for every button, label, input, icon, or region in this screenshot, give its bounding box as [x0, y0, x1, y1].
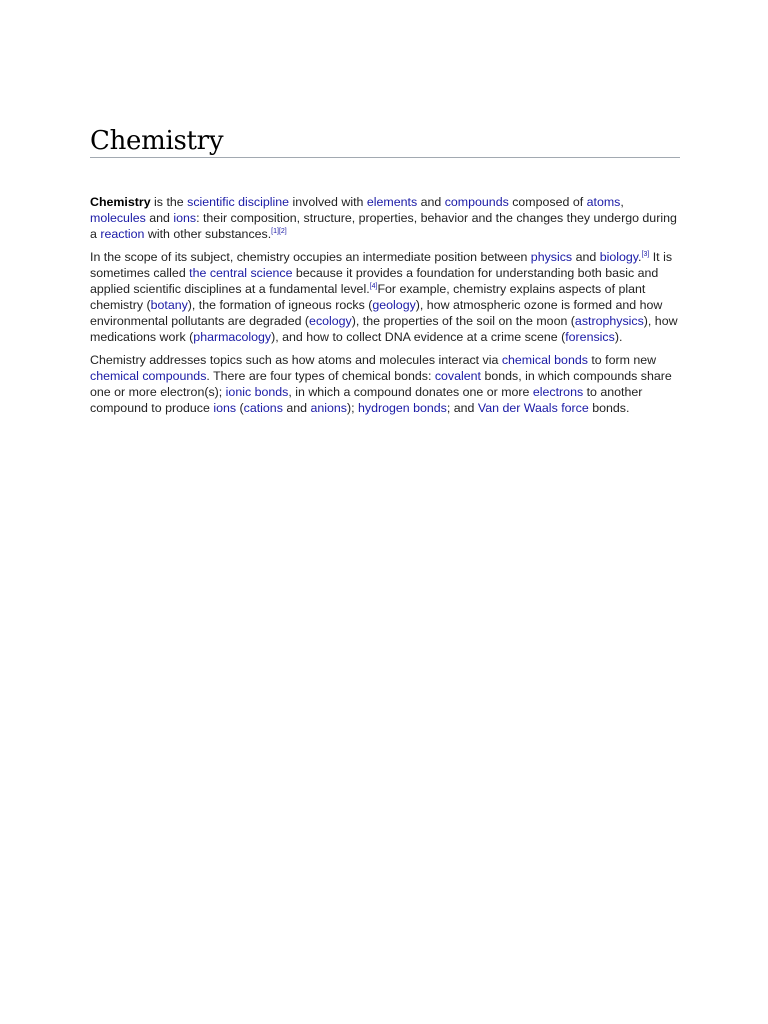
- link-botany[interactable]: botany: [150, 298, 188, 312]
- text: ), how medications work (: [90, 314, 678, 344]
- text: ), the properties of the soil on the moon (: [351, 314, 575, 328]
- text: and: [145, 211, 174, 225]
- link-molecules[interactable]: molecules: [90, 211, 146, 225]
- text: );: [346, 401, 358, 415]
- text: ,: [620, 195, 624, 209]
- text: to another compound to produce: [90, 385, 643, 415]
- text: composed of: [508, 195, 587, 209]
- text: Chemistry addresses topics such as how atoms and molecules interact via: [90, 353, 502, 367]
- citation-1-link[interactable]: [1]: [271, 227, 279, 235]
- link-biology[interactable]: biology: [599, 250, 639, 264]
- text: with other substances.: [144, 227, 272, 241]
- text: ), the formation of igneous rocks (: [187, 298, 373, 312]
- link-ions[interactable]: ions: [173, 211, 197, 225]
- bold-term: Chemistry: [90, 195, 151, 209]
- paragraph-scope: [90, 249, 680, 345]
- text: ; and: [446, 401, 478, 415]
- link-anions[interactable]: anions: [310, 401, 347, 415]
- link-pharmacology[interactable]: pharmacology: [193, 330, 272, 344]
- text: is the: [150, 195, 188, 209]
- link-astrophysics[interactable]: astrophysics: [574, 314, 644, 328]
- text: ), how atmospheric ozone is formed and how environmental pollutants are degraded (: [90, 298, 663, 328]
- text: ), and how to collect DNA evidence at a crime scene (: [271, 330, 566, 344]
- link-compounds[interactable]: compounds: [444, 195, 509, 209]
- link-physics[interactable]: physics: [530, 250, 573, 264]
- text: ).: [614, 330, 623, 344]
- link-ionic-bonds[interactable]: ionic bonds: [225, 385, 289, 399]
- text: and: [417, 195, 445, 209]
- link-reaction[interactable]: reaction: [100, 227, 145, 241]
- link-electrons[interactable]: electrons: [532, 385, 584, 399]
- link-geology[interactable]: geology: [372, 298, 416, 312]
- citation: [271, 228, 287, 235]
- text: because it provides a foundation for understanding both basic and applied scientific disciplines at a fundamental level.: [90, 266, 659, 296]
- link-scientific-discipline[interactable]: scientific discipline: [187, 195, 290, 209]
- text: and: [282, 401, 311, 415]
- text: involved with: [289, 195, 367, 209]
- link-cations[interactable]: cations: [243, 401, 283, 415]
- link-atoms[interactable]: atoms: [586, 195, 621, 209]
- text: to form new: [587, 353, 657, 367]
- link-covalent[interactable]: covalent: [434, 369, 481, 383]
- citation-3-link[interactable]: [3]: [641, 250, 650, 258]
- text: bonds.: [588, 401, 630, 415]
- citation-2-link[interactable]: [2]: [278, 227, 287, 235]
- link-forensics[interactable]: forensics: [565, 330, 615, 344]
- text: bonds, in which compounds share one or more electron(s);: [90, 369, 672, 399]
- text: . There are four types of chemical bonds:: [206, 369, 435, 383]
- text: It is sometimes called: [90, 250, 673, 280]
- link-central-science[interactable]: the central science: [189, 266, 293, 280]
- text: and: [572, 250, 600, 264]
- link-ecology[interactable]: ecology: [309, 314, 352, 328]
- paragraph-bonds: [90, 352, 680, 416]
- link-hydrogen-bonds[interactable]: hydrogen bonds: [357, 401, 447, 415]
- link-van-der-waals-force[interactable]: Van der Waals force: [477, 401, 589, 415]
- page-title: Chemistry: [90, 126, 680, 158]
- link-ions-2[interactable]: ions: [213, 401, 237, 415]
- text: For example, chemistry explains aspects of plant chemistry (: [90, 282, 646, 312]
- text: , in which a compound donates one or more: [288, 385, 533, 399]
- link-chemical-compounds[interactable]: chemical compounds: [90, 369, 207, 383]
- link-chemical-bonds[interactable]: chemical bonds: [501, 353, 588, 367]
- citation-4-link[interactable]: [4]: [369, 282, 378, 290]
- text: (: [236, 401, 244, 415]
- text: : their composition, structure, properties, behavior and the changes they undergo during a: [90, 211, 677, 241]
- text: In the scope of its subject, chemistry occupies an intermediate position between: [90, 250, 531, 264]
- link-elements[interactable]: elements: [366, 195, 418, 209]
- text: .: [638, 250, 642, 264]
- article: [90, 126, 680, 416]
- paragraph-intro: [90, 194, 680, 242]
